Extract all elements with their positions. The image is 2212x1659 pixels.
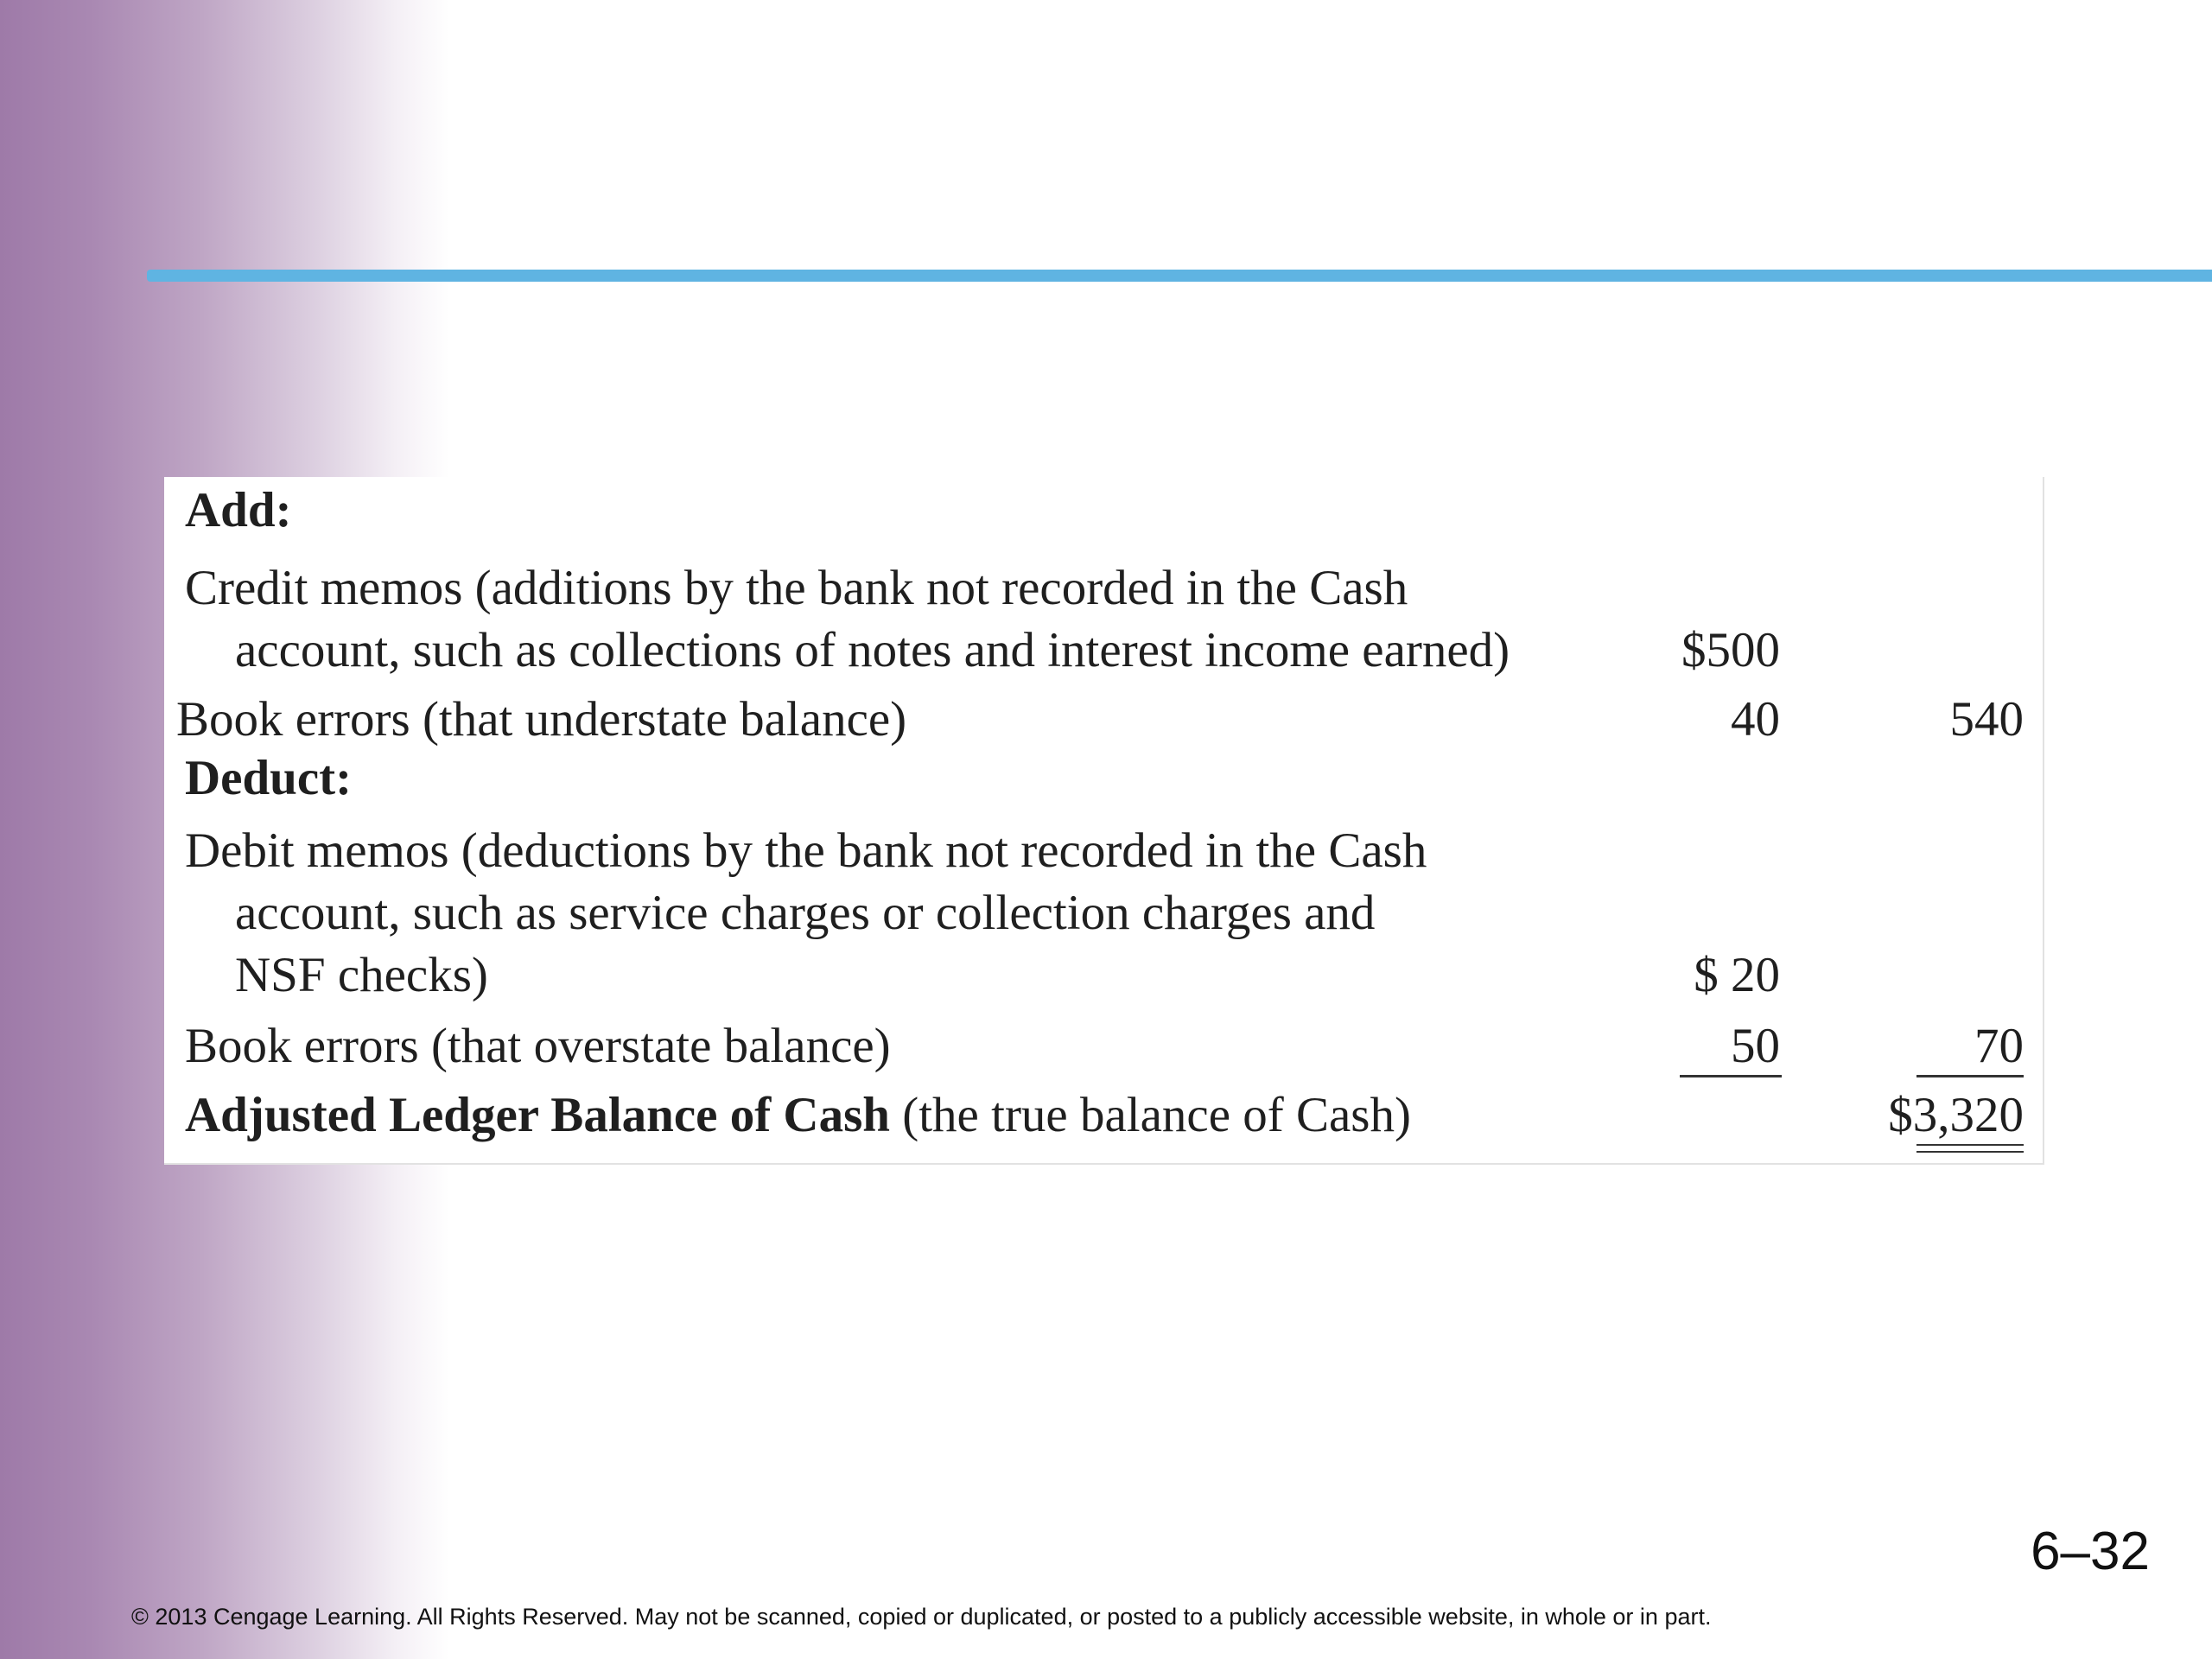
book-errors-overstate-amount: 50 <box>1731 1019 1780 1073</box>
adjusted-balance-total: $3,320 <box>1888 1088 2024 1142</box>
debit-memos-line-2: account, such as service charges or collection charges and <box>235 886 1376 940</box>
deduct-total: 70 <box>1974 1019 2024 1073</box>
slide-page-number: 6–32 <box>2031 1522 2150 1581</box>
adjusted-balance-label-bold: Adjusted Ledger Balance of Cash <box>185 1088 890 1142</box>
subtotal-underline-col2 <box>1916 1075 2024 1077</box>
copyright-footer: © 2013 Cengage Learning. All Rights Reserved. May not be scanned, copied or duplicated, or posted to a publicly accessible website, in whole or in part. <box>131 1604 1712 1630</box>
title-accent-line <box>147 270 2212 282</box>
adjusted-balance-label-rest: (the true balance of Cash) <box>889 1088 1411 1142</box>
deduct-heading: Deduct: <box>185 751 353 805</box>
book-errors-overstate-label: Book errors (that overstate balance) <box>185 1019 891 1073</box>
ledger-reconciliation-table <box>164 477 2044 1165</box>
total-double-underline-top <box>1916 1144 2024 1146</box>
add-heading: Add: <box>185 483 292 537</box>
add-total: 540 <box>1949 692 2024 747</box>
debit-memos-line-3: NSF checks) <box>235 948 488 1002</box>
subtotal-underline-col1 <box>1680 1075 1782 1077</box>
credit-memos-line-2: account, such as collections of notes and interest income earned) <box>235 623 1510 677</box>
book-errors-understate-amount: 40 <box>1731 692 1780 747</box>
debit-memos-amount: $ 20 <box>1694 948 1780 1002</box>
book-errors-understate-label: Book errors (that understate balance) <box>176 692 907 747</box>
total-double-underline-bottom <box>1916 1151 2024 1153</box>
adjusted-balance-label <box>185 1090 1411 1140</box>
credit-memos-line-1: Credit memos (additions by the bank not recorded in the Cash <box>185 561 1408 615</box>
credit-memos-amount: $500 <box>1681 623 1780 677</box>
debit-memos-line-1: Debit memos (deductions by the bank not recorded in the Cash <box>185 823 1427 878</box>
